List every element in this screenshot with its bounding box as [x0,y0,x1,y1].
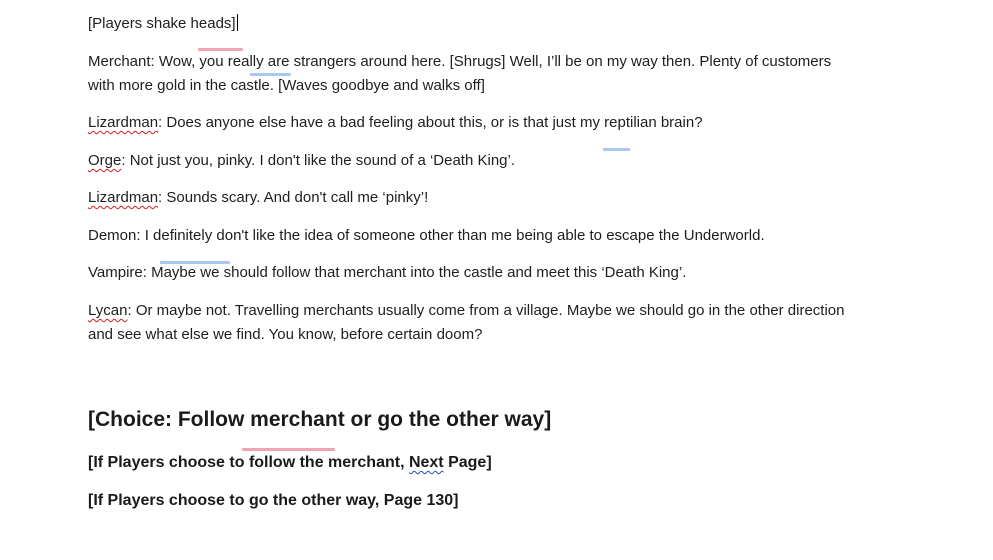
presence-marker [603,148,630,151]
paragraph-text: : Or maybe not. Travelling merchants usually come from a village. Maybe we should go in the other direction and see what else we find. You know, before certain doom? [88,302,845,343]
paragraph-vampire[interactable] [88,261,686,285]
paragraph-text: : Not just you, pinky. I don't like the sound of a ‘Death King’. [121,152,515,169]
spelling-flagged-word[interactable]: Lizardman [88,114,159,131]
paragraph-text: Demon: I definitely don't like the idea of someone other than me being able to escape the Underworld. [88,227,765,244]
paragraph-lizardman-2[interactable] [88,186,428,210]
paragraph-lycan[interactable] [88,299,858,347]
paragraph-stage-direction[interactable] [88,12,238,36]
presence-marker [242,448,335,451]
paragraph-text: Vampire: Maybe we should follow that merchant into the castle and meet this ‘Death King’. [88,264,687,281]
paragraph-merchant[interactable] [88,50,858,98]
spelling-flagged-word[interactable]: Lycan [88,302,128,319]
presence-marker [160,261,230,264]
choice-heading[interactable]: [Choice: Follow merchant or go the other way] [88,408,552,431]
paragraph-text: [Players shake heads] [88,15,236,32]
paragraph-lizardman-1[interactable] [88,111,703,135]
paragraph-text: : Does anyone else have a bad feeling about this, or is that just my reptilian brain? [158,114,703,131]
text-cursor [237,14,238,31]
presence-marker [250,73,291,76]
paragraph-demon[interactable] [88,224,765,248]
spelling-flagged-word[interactable]: Lizardman [88,189,159,206]
option-text: [If Players choose to follow the merchant, [88,454,409,471]
paragraph-text: : Sounds scary. And don't call me ‘pinky’! [158,189,429,206]
spelling-flagged-word[interactable]: Orge [88,152,122,169]
paragraph-orge[interactable] [88,149,515,173]
grammar-flagged-word[interactable]: Next [408,454,444,471]
paragraph-text: Merchant: Wow, you really are strangers around here. [Shrugs] Well, I’ll be on my way then. Plenty of customers with more gold in the castle. [Waves goodbye and walks off] [88,53,832,94]
option-text: Page] [443,454,492,471]
presence-marker [198,48,243,51]
choice-option-follow[interactable] [88,451,492,475]
choice-option-other-way[interactable]: [If Players choose to go the other way, Page 130] [88,492,459,509]
